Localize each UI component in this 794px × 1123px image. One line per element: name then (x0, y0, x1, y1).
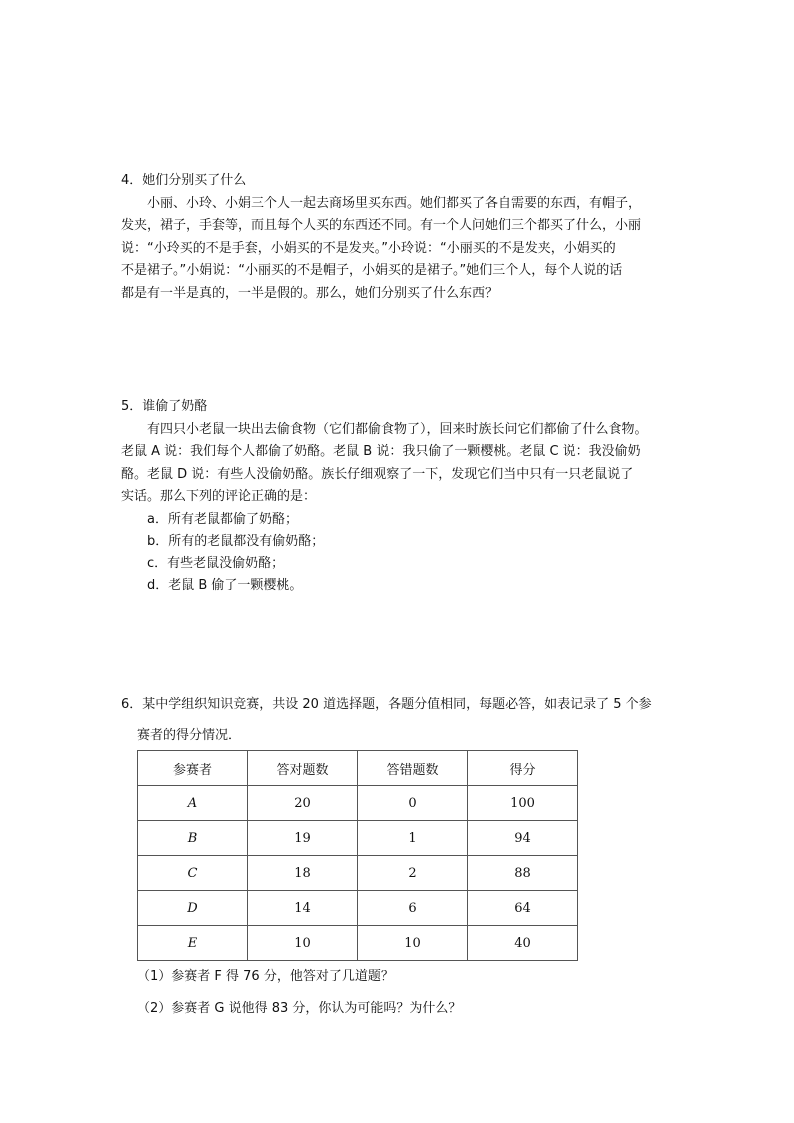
problem-4-line: 都是有一半是真的，一半是假的。那么，她们分别买了什么东西？ (121, 285, 499, 301)
table-cell: 14 (248, 891, 358, 926)
table-row (138, 891, 578, 926)
problem-5-line: 酪。老鼠 D 说：有些人没偷奶酪。族长仔细观察了一下，发现它们当中只有一只老鼠说了 (121, 466, 634, 482)
problem-4-line: 说：“小玲买的不是手套，小娟买的不是发夹。”小玲说：“小丽买的不是发夹，小娟买的 (121, 240, 616, 256)
problem-4-title: 4．她们分别买了什么 (121, 173, 247, 188)
table-cell: 2 (358, 856, 468, 891)
table-cell: 6 (358, 891, 468, 926)
problem-5-option-c: c．有些老鼠没偷奶酪； (147, 555, 285, 571)
problem-5 (121, 396, 681, 597)
table-row (138, 856, 578, 891)
table-cell: 40 (468, 926, 578, 961)
problem-6-question-1: （1）参赛者 F 得 76 分，他答对了几道题？ (137, 969, 394, 984)
table-cell: C (138, 856, 248, 891)
table-header: 答对题数 (248, 751, 358, 786)
table-cell: 20 (248, 786, 358, 821)
table-cell: 18 (248, 856, 358, 891)
table-cell: E (138, 926, 248, 961)
table-row (138, 821, 578, 856)
problem-6-line: 6．某中学组织知识竞赛，共设 20 道选择题，各题分值相同，每题必答，如表记录了 5 个参 (121, 697, 652, 712)
table-header: 答错题数 (358, 751, 468, 786)
table-header: 得分 (468, 751, 578, 786)
problem-5-option-b: b．所有的老鼠都没有偷奶酪； (147, 533, 325, 549)
table-cell: A (138, 786, 248, 821)
problem-4-line: 发夹，裙子，手套等，而且每个人买的东西还不同。有一个人问她们三个都买了什么，小丽 (121, 218, 642, 233)
table-cell: 19 (248, 821, 358, 856)
table-cell: 0 (358, 786, 468, 821)
problem-5-option-d: d．老鼠 B 偷了一颗樱桃。 (147, 577, 303, 593)
problem-4-line: 不是裙子。”小娟说：“小丽买的不是帽子，小娟买的是裙子。”她们三个人，每个人说的话 (121, 263, 623, 278)
table-cell: 64 (468, 891, 578, 926)
table-cell: 10 (358, 926, 468, 961)
problem-4-line: 小丽、小玲、小娟三个人一起去商场里买东西。她们都买了各自需要的东西，有帽子， (147, 195, 642, 211)
problem-5-line: 有四只小老鼠一块出去偷食物（它们都偷食物了），回来时族长问它们都偷了什么食物。 (147, 421, 648, 437)
table-row (138, 786, 578, 821)
table-cell: 10 (248, 926, 358, 961)
table-cell: 100 (468, 786, 578, 821)
problem-6-question-2: （2）参赛者 G 说他得 83 分，你认为可能吗？为什么？ (137, 1001, 462, 1016)
table-header-row (138, 751, 578, 786)
problem-5-line: 老鼠 A 说：我们每个人都偷了奶酪。老鼠 B 说：我只偷了一颗樱桃。老鼠 C 说：我没偷奶 (121, 444, 641, 459)
problem-4 (121, 170, 681, 305)
problem-6-line: 赛者的得分情况． (137, 728, 242, 743)
problem-5-title: 5．谁偷了奶酪 (121, 399, 208, 414)
table-cell: 94 (468, 821, 578, 856)
table-cell: 88 (468, 856, 578, 891)
table-cell: B (138, 821, 248, 856)
table-cell: 1 (358, 821, 468, 856)
score-table (137, 750, 578, 961)
table-cell: D (138, 891, 248, 926)
table-header: 参赛者 (138, 751, 248, 786)
problem-5-option-a: a．所有老鼠都偷了奶酪； (147, 511, 298, 527)
problem-5-line: 实话。那么下列的评论正确的是： (121, 489, 317, 504)
table-row (138, 926, 578, 961)
